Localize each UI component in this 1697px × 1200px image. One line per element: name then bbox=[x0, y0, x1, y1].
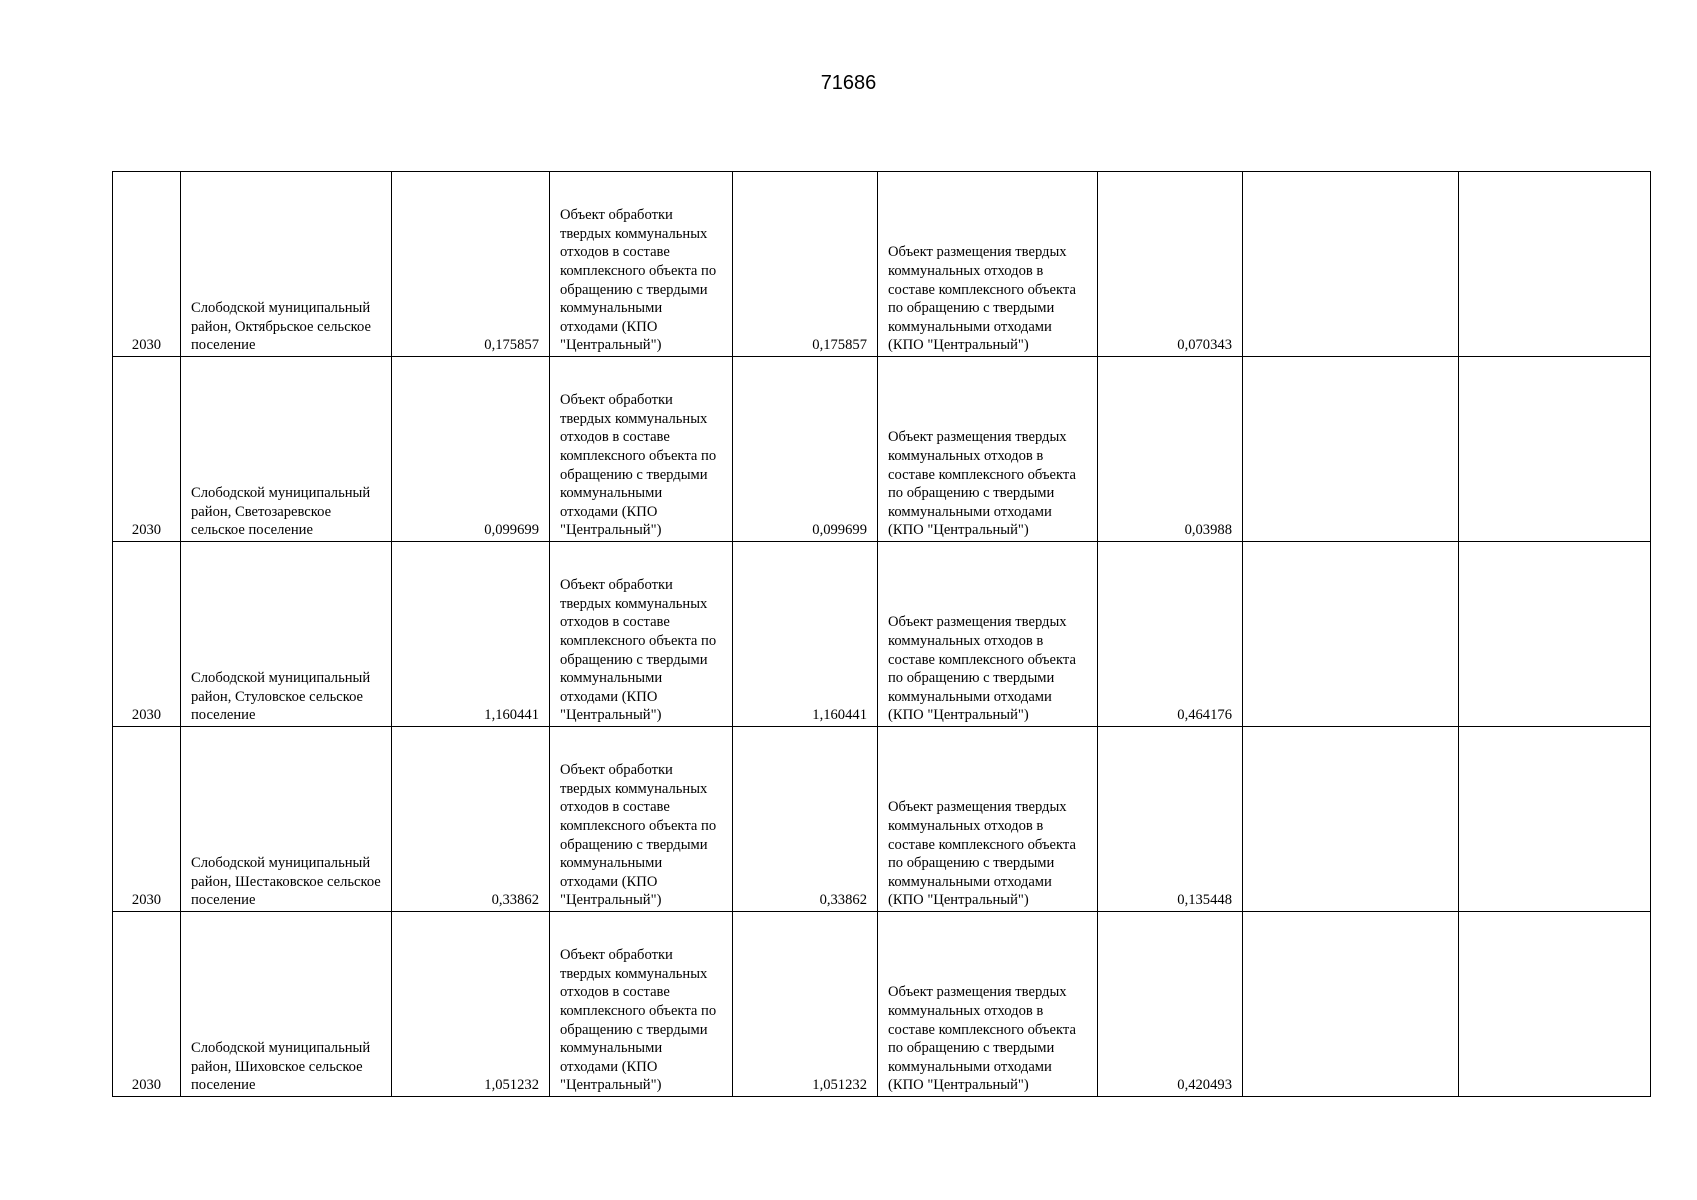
value-3-cell: 0,420493 bbox=[1098, 912, 1243, 1097]
empty-cell bbox=[1243, 542, 1459, 727]
placement-facility-cell: Объект размещения твердых коммунальных отходов в составе комплексного объекта по обращению с твердыми коммунальными отходами (КПО "Центральный") bbox=[878, 912, 1098, 1097]
year-cell: 2030 bbox=[113, 912, 181, 1097]
empty-cell bbox=[1459, 172, 1651, 357]
empty-cell bbox=[1243, 172, 1459, 357]
value-1-cell: 1,051232 bbox=[392, 912, 550, 1097]
table-row bbox=[113, 172, 1651, 357]
value-2-cell: 0,175857 bbox=[733, 172, 878, 357]
value-2-cell: 0,33862 bbox=[733, 727, 878, 912]
processing-facility-cell: Объект обработки твердых коммунальных отходов в составе комплексного объекта по обращению с твердыми коммунальными отходами (КПО "Центральный") bbox=[550, 727, 733, 912]
empty-cell bbox=[1459, 542, 1651, 727]
table-row bbox=[113, 727, 1651, 912]
municipality-cell: Слободской муниципальный район, Шиховское сельское поселение bbox=[181, 912, 392, 1097]
year-cell: 2030 bbox=[113, 727, 181, 912]
year-cell: 2030 bbox=[113, 172, 181, 357]
processing-facility-cell: Объект обработки твердых коммунальных отходов в составе комплексного объекта по обращению с твердыми коммунальными отходами (КПО "Центральный") bbox=[550, 172, 733, 357]
year-cell: 2030 bbox=[113, 542, 181, 727]
value-1-cell: 0,33862 bbox=[392, 727, 550, 912]
placement-facility-cell: Объект размещения твердых коммунальных отходов в составе комплексного объекта по обращению с твердыми коммунальными отходами (КПО "Центральный") bbox=[878, 727, 1098, 912]
empty-cell bbox=[1243, 357, 1459, 542]
empty-cell bbox=[1243, 912, 1459, 1097]
empty-cell bbox=[1459, 727, 1651, 912]
processing-facility-cell: Объект обработки твердых коммунальных отходов в составе комплексного объекта по обращению с твердыми коммунальными отходами (КПО "Центральный") bbox=[550, 542, 733, 727]
empty-cell bbox=[1459, 357, 1651, 542]
value-3-cell: 0,464176 bbox=[1098, 542, 1243, 727]
processing-facility-cell: Объект обработки твердых коммунальных отходов в составе комплексного объекта по обращению с твердыми коммунальными отходами (КПО "Центральный") bbox=[550, 357, 733, 542]
placement-facility-cell: Объект размещения твердых коммунальных отходов в составе комплексного объекта по обращению с твердыми коммунальными отходами (КПО "Центральный") bbox=[878, 542, 1098, 727]
waste-flow-table bbox=[112, 171, 1651, 1097]
value-2-cell: 1,051232 bbox=[733, 912, 878, 1097]
municipality-cell: Слободской муниципальный район, Стуловское сельское поселение bbox=[181, 542, 392, 727]
municipality-cell: Слободской муниципальный район, Октябрьское сельское поселение bbox=[181, 172, 392, 357]
value-3-cell: 0,135448 bbox=[1098, 727, 1243, 912]
value-1-cell: 0,175857 bbox=[392, 172, 550, 357]
municipality-cell: Слободской муниципальный район, Светозаревское сельское поселение bbox=[181, 357, 392, 542]
processing-facility-cell: Объект обработки твердых коммунальных отходов в составе комплексного объекта по обращению с твердыми коммунальными отходами (КПО "Центральный") bbox=[550, 912, 733, 1097]
value-3-cell: 0,070343 bbox=[1098, 172, 1243, 357]
placement-facility-cell: Объект размещения твердых коммунальных отходов в составе комплексного объекта по обращению с твердыми коммунальными отходами (КПО "Центральный") bbox=[878, 172, 1098, 357]
empty-cell bbox=[1459, 912, 1651, 1097]
page-number: 71686 bbox=[820, 72, 877, 94]
empty-cell bbox=[1243, 727, 1459, 912]
table-row bbox=[113, 357, 1651, 542]
value-3-cell: 0,03988 bbox=[1098, 357, 1243, 542]
municipality-cell: Слободской муниципальный район, Шестаковское сельское поселение bbox=[181, 727, 392, 912]
value-2-cell: 0,099699 bbox=[733, 357, 878, 542]
value-1-cell: 1,160441 bbox=[392, 542, 550, 727]
value-2-cell: 1,160441 bbox=[733, 542, 878, 727]
table-row bbox=[113, 912, 1651, 1097]
placement-facility-cell: Объект размещения твердых коммунальных отходов в составе комплексного объекта по обращению с твердыми коммунальными отходами (КПО "Центральный") bbox=[878, 357, 1098, 542]
year-cell: 2030 bbox=[113, 357, 181, 542]
value-1-cell: 0,099699 bbox=[392, 357, 550, 542]
table-row bbox=[113, 542, 1651, 727]
